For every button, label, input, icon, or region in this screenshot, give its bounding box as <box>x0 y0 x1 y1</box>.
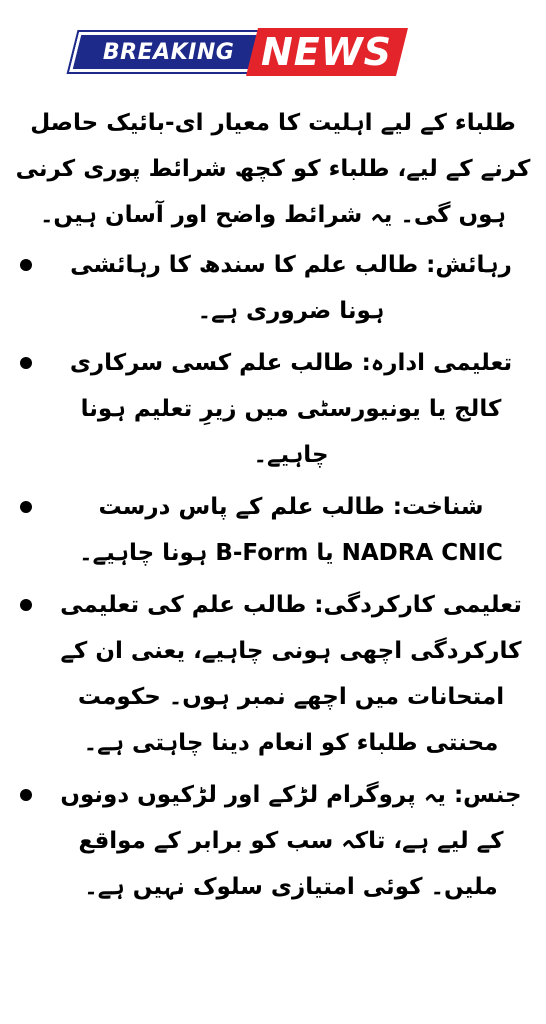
bullet-icon <box>20 501 32 513</box>
criterion-text: شناخت: طالب علم کے پاس درست NADRA CNIC یا B-Form ہونا چاہیے۔ <box>79 494 503 566</box>
bullet-icon <box>20 789 32 801</box>
breaking-label-box <box>69 32 269 72</box>
criterion-residence <box>12 242 534 334</box>
criterion-academic-performance <box>12 582 534 766</box>
news-label-box <box>246 28 408 76</box>
criterion-text: جنس: یہ پروگرام لڑکے اور لڑکیوں دونوں کے لیے ہے، تاکہ سب کو برابر کے مواقع ملیں۔ کوئی امتیازی سلوک نہیں ہے۔ <box>60 782 522 900</box>
criterion-text: تعلیمی کارکردگی: طالب علم کی تعلیمی کارکردگی اچھی ہونی چاہیے، یعنی ان کے امتحانات میں اچھے نمبر ہوں۔ حکومت محنتی طلباء کو انعام دینا چاہتی ہے۔ <box>60 592 522 756</box>
criterion-identity <box>12 484 534 576</box>
news-label: NEWS <box>261 30 393 74</box>
criterion-institution <box>12 340 534 478</box>
intro-paragraph: طلباء کے لیے اہلیت کا معیار ای-بائیک حاصل کرنے کے لیے، طلباء کو کچھ شرائط پوری کرنی ہوں گی۔ یہ شرائط واضح اور آسان ہیں۔ <box>15 110 531 228</box>
bullet-icon <box>20 599 32 611</box>
eligibility-criteria-list <box>12 242 534 910</box>
criterion-text: تعلیمی ادارہ: طالب علم کسی سرکاری کالج یا یونیورسٹی میں زیرِ تعلیم ہونا چاہیے۔ <box>69 350 513 468</box>
bullet-icon <box>20 357 32 369</box>
criterion-gender <box>12 772 534 910</box>
article-body <box>12 100 534 916</box>
criterion-text: رہائش: طالب علم کا سندھ کا رہائشی ہونا ضروری ہے۔ <box>70 252 512 324</box>
breaking-news-banner <box>74 28 404 76</box>
breaking-label: BREAKING <box>103 39 235 65</box>
bullet-icon <box>20 259 32 271</box>
